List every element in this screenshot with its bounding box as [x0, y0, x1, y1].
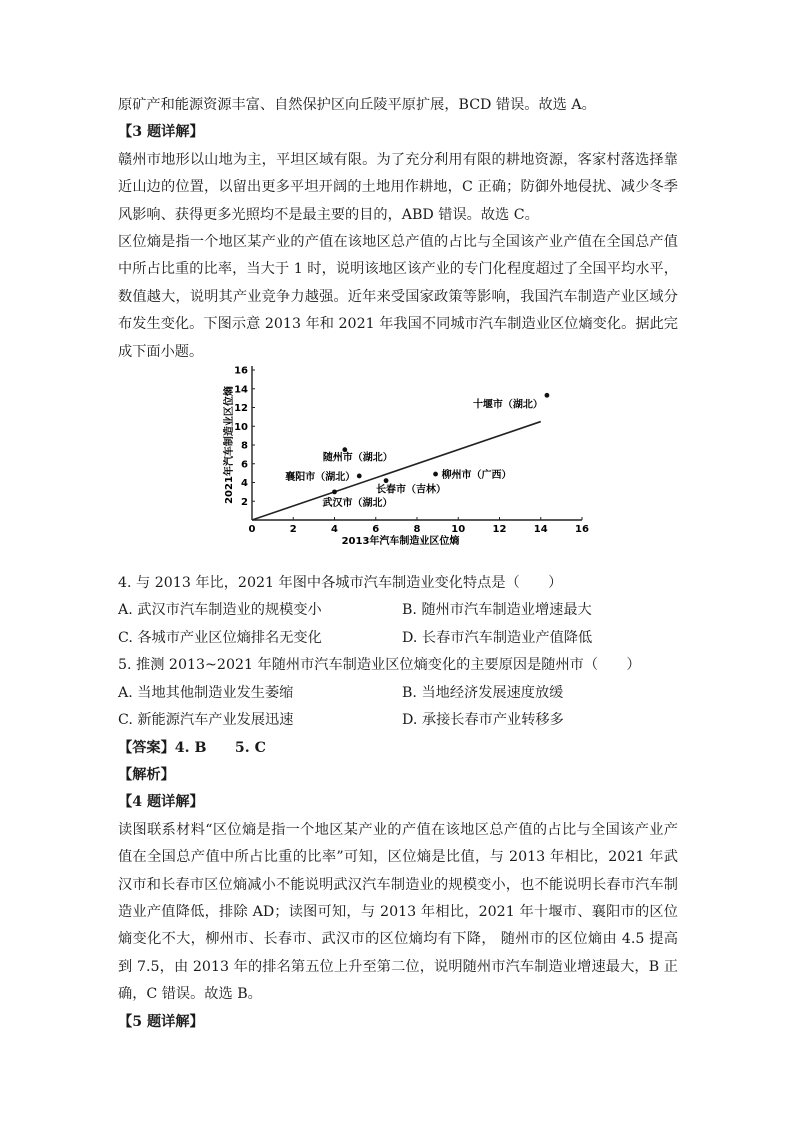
data-point [332, 490, 337, 495]
q4-stem: 4. 与 2013 年比，2021 年图中各城市汽车制造业变化特点是（ ） [118, 575, 563, 592]
q4-option-b[interactable]: B. 随州市汽车制造业增速最大 [402, 602, 592, 619]
data-point [342, 447, 347, 452]
q5-option-d[interactable]: D. 承接长春市产业转移多 [402, 712, 564, 729]
x-tick-label: 0 [248, 524, 256, 536]
q4-detail-heading: 【4 题详解】 [118, 794, 204, 811]
data-point [433, 472, 438, 477]
x-tick-label: 2 [289, 524, 297, 536]
q5-option-a[interactable]: A. 当地其他制造业发生萎缩 [118, 684, 294, 701]
x-tick-label: 12 [492, 524, 507, 536]
point-label: 柳州市（广西） [441, 470, 512, 482]
y-tick-label: 16 [234, 365, 248, 377]
point-label: 十堰市（湖北） [472, 399, 543, 411]
q4-detail-text: 读图联系材料“区位熵是指一个地区某产业的产值在该地区总产值的占比与全国该产业产值在全国总产值中所占比重的比率”可知，区位熵是比值，与 2013 年相比，2021 年武汉市和长春市区位熵减小不能说明武汉汽车制造业的规模变小，也不能说明长春市汽车制造业产值降低，排除 AD；读图可知，与 2013 年相比，2021 年十堰市、襄阳市的区位熵变化不大，柳州市、长春市、武汉市的区位熵均有下降， 随州市的区位熵由 4.5 提高到 7.5，由 2013 年的排名第五位上升至第二位，说明随州市汽车制造业增速最大，B 正确，C 错误。故选 B。 [118, 821, 678, 1003]
q5-options-row2 [118, 707, 678, 734]
q4-options-row2 [118, 625, 678, 652]
x-tick-label: 14 [533, 524, 548, 536]
y-axis-title: 2021年汽车制造业区位熵 [224, 386, 235, 504]
q3-explanation: 赣州市地形以山地为主，平坦区域有限。为了充分利用有限的耕地资源，客家村落选择靠近山边的位置，以留出更多平坦开阔的土地用作耕地，C 正确；防御外地侵扰、减少冬季风影响、获得更多光照均不是最主要的目的，ABD 错误。故选 C。 [118, 151, 678, 223]
answer-line: 【答案】4. B 5. C [118, 739, 266, 756]
point-label: 随州市（湖北） [322, 452, 393, 464]
q4-option-a[interactable]: A. 武汉市汽车制造业的规模变小 [118, 602, 322, 619]
x-tick-label: 6 [372, 524, 380, 536]
x-tick-label: 4 [331, 524, 338, 536]
y-tick-label: 8 [241, 440, 248, 452]
q4-option-d[interactable]: D. 长春市汽车制造业产值降低 [402, 629, 593, 646]
chart-figure [118, 365, 678, 570]
y-tick-label: 14 [234, 384, 248, 396]
q5-option-c[interactable]: C. 新能源汽车产业发展迅速 [118, 712, 294, 729]
point-label: 武汉市（湖北） [322, 497, 393, 509]
material-paragraph: 区位熵是指一个地区某产业的产值在该地区总产值的占比与全国该产业产值在全国总产值中所占比重的比率，当大于 1 时，说明该地区该产业的专门化程度超过了全国平均水平，数值越大，说明其产业竞争力越强。近年来受国家政策等影响，我国汽车制造产业区域分布发生变化。下图示意 2013 年和 2021 年我国不同城市汽车制造业区位熵变化。据此完成下面小题。 [118, 234, 678, 360]
x-axis-title: 2013年汽车制造业区位熵 [341, 536, 460, 548]
x-tick-label: 16 [575, 524, 589, 536]
q5-options-row1 [118, 680, 678, 707]
q4-option-c[interactable]: C. 各城市产业区位熵排名无变化 [118, 629, 322, 646]
q3-heading: 【3 题详解】 [118, 124, 204, 141]
point-label: 襄阳市（湖北） [285, 472, 356, 483]
q4-options-row1 [118, 597, 678, 624]
q5-detail-heading: 【5 题详解】 [118, 1013, 204, 1030]
q5-option-b[interactable]: B. 当地经济发展速度放缓 [402, 684, 564, 701]
point-label: 长春市（吉林） [376, 484, 447, 496]
data-point [384, 478, 389, 483]
data-point [357, 474, 362, 479]
y-tick-label: 12 [234, 403, 248, 415]
x-tick-label: 10 [451, 524, 466, 536]
y-tick-label: 2 [241, 496, 248, 508]
x-tick-label: 8 [413, 524, 421, 536]
y-tick-label: 6 [241, 459, 248, 471]
intro-paragraph: 原矿产和能源资源丰富、自然保护区向丘陵平原扩展，BCD 错误。故选 A。 [118, 97, 596, 113]
data-point [545, 393, 550, 398]
analysis-heading: 【解析】 [118, 766, 175, 783]
y-tick-label: 4 [241, 478, 248, 490]
scatter-chart [222, 365, 589, 548]
q5-stem: 5. 推测 2013~2021 年随州市汽车制造业区位熵变化的主要原因是随州市（ ） [118, 657, 641, 674]
y-tick-label: 10 [234, 421, 248, 433]
document-page [118, 92, 678, 1036]
